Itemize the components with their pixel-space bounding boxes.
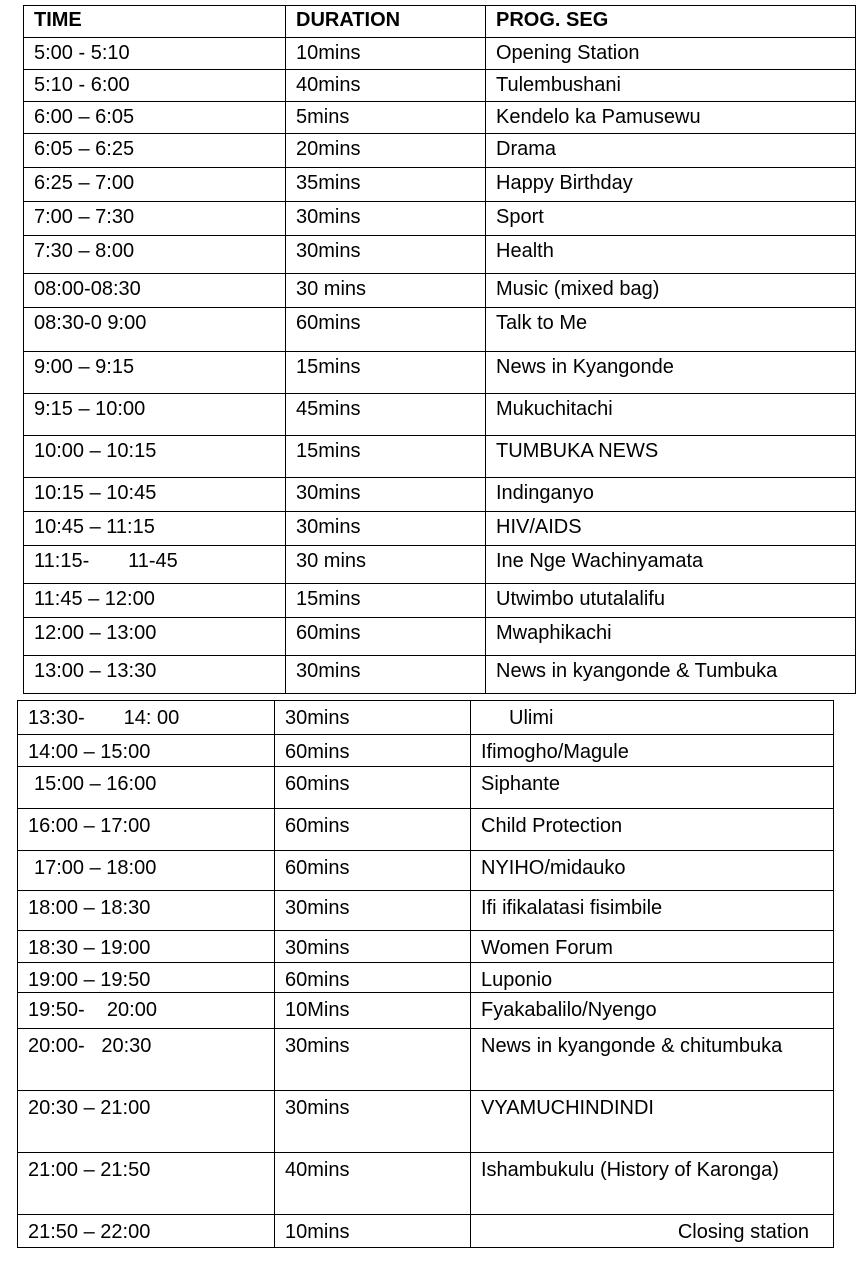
segment-cell: Luponio	[471, 963, 834, 993]
table-row	[24, 618, 856, 656]
table-row	[18, 891, 834, 931]
duration-cell: 60mins	[275, 767, 471, 809]
duration-cell: 30mins	[286, 512, 486, 546]
duration-cell: 30mins	[275, 701, 471, 735]
time-cell: 20:30 – 21:00	[18, 1091, 275, 1153]
segment-cell: Ifimogho/Magule	[471, 735, 834, 767]
table-row	[24, 102, 856, 134]
duration-cell: 5mins	[286, 102, 486, 134]
table-row	[18, 931, 834, 963]
time-cell: 11:15- 11-45	[24, 546, 286, 584]
duration-cell: 35mins	[286, 168, 486, 202]
table-row	[24, 656, 856, 694]
segment-cell: Closing station	[471, 1215, 834, 1248]
time-cell: 16:00 – 17:00	[18, 809, 275, 851]
time-cell: 6:00 – 6:05	[24, 102, 286, 134]
duration-cell: 60mins	[275, 963, 471, 993]
time-cell: 6:25 – 7:00	[24, 168, 286, 202]
table-row	[24, 394, 856, 436]
segment-cell: Women Forum	[471, 931, 834, 963]
time-cell: 10:45 – 11:15	[24, 512, 286, 546]
segment-cell: Drama	[486, 134, 856, 168]
duration-cell: 30mins	[275, 931, 471, 963]
time-cell: 08:30-0 9:00	[24, 308, 286, 352]
duration-cell: 30mins	[275, 1091, 471, 1153]
time-cell: 19:00 – 19:50	[18, 963, 275, 993]
duration-cell: 30mins	[286, 656, 486, 694]
segment-cell: News in kyangonde & chitumbuka	[471, 1029, 834, 1091]
segment-cell: TUMBUKA NEWS	[486, 436, 856, 478]
duration-cell: 60mins	[286, 308, 486, 352]
table-row	[18, 701, 834, 735]
table-row	[24, 436, 856, 478]
table-row	[18, 851, 834, 891]
time-cell: 21:00 – 21:50	[18, 1153, 275, 1215]
duration-cell: 60mins	[275, 809, 471, 851]
segment-cell: Happy Birthday	[486, 168, 856, 202]
table-row	[18, 1153, 834, 1215]
time-cell: 11:45 – 12:00	[24, 584, 286, 618]
duration-cell: 15mins	[286, 584, 486, 618]
time-cell: 5:10 - 6:00	[24, 70, 286, 102]
duration-cell: 30 mins	[286, 274, 486, 308]
segment-cell: News in kyangonde & Tumbuka	[486, 656, 856, 694]
schedule-table-top	[23, 5, 856, 694]
time-cell: 18:30 – 19:00	[18, 931, 275, 963]
segment-cell: Music (mixed bag)	[486, 274, 856, 308]
time-cell: 14:00 – 15:00	[18, 735, 275, 767]
table-row	[24, 70, 856, 102]
time-cell: 15:00 – 16:00	[18, 767, 275, 809]
table-row	[18, 1215, 834, 1248]
duration-cell: 30mins	[286, 236, 486, 274]
table-row	[24, 478, 856, 512]
time-cell: 13:30- 14: 00	[18, 701, 275, 735]
table-row	[18, 767, 834, 809]
table-row	[24, 512, 856, 546]
segment-cell: Tulembushani	[486, 70, 856, 102]
table-row	[18, 993, 834, 1029]
table-row	[24, 134, 856, 168]
duration-cell: 30mins	[275, 891, 471, 931]
segment-cell: Sport	[486, 202, 856, 236]
segment-cell: Opening Station	[486, 38, 856, 70]
time-cell: 08:00-08:30	[24, 274, 286, 308]
segment-cell: Mukuchitachi	[486, 394, 856, 436]
time-cell: 13:00 – 13:30	[24, 656, 286, 694]
time-cell: 12:00 – 13:00	[24, 618, 286, 656]
segment-cell: Talk to Me	[486, 308, 856, 352]
table-row	[24, 274, 856, 308]
time-cell: 5:00 - 5:10	[24, 38, 286, 70]
segment-cell: Mwaphikachi	[486, 618, 856, 656]
duration-cell: 45mins	[286, 394, 486, 436]
time-cell: 9:15 – 10:00	[24, 394, 286, 436]
segment-cell: Siphante	[471, 767, 834, 809]
duration-cell: 30mins	[275, 1029, 471, 1091]
duration-cell: 60mins	[286, 618, 486, 656]
duration-cell: 30 mins	[286, 546, 486, 584]
duration-cell: 20mins	[286, 134, 486, 168]
header-time: TIME	[24, 6, 286, 38]
segment-cell: Kendelo ka Pamusewu	[486, 102, 856, 134]
duration-cell: 40mins	[275, 1153, 471, 1215]
table-row	[18, 963, 834, 993]
segment-cell: VYAMUCHINDINDI	[471, 1091, 834, 1153]
time-cell: 6:05 – 6:25	[24, 134, 286, 168]
segment-cell: Ishambukulu (History of Karonga)	[471, 1153, 834, 1215]
time-cell: 17:00 – 18:00	[18, 851, 275, 891]
table-row	[18, 735, 834, 767]
segment-cell: Fyakabalilo/Nyengo	[471, 993, 834, 1029]
time-cell: 19:50- 20:00	[18, 993, 275, 1029]
duration-cell: 10Mins	[275, 993, 471, 1029]
time-cell: 18:00 – 18:30	[18, 891, 275, 931]
table-row	[24, 168, 856, 202]
segment-cell: Health	[486, 236, 856, 274]
table-row	[24, 584, 856, 618]
header-duration: DURATION	[286, 6, 486, 38]
segment-cell: NYIHO/midauko	[471, 851, 834, 891]
time-cell: 20:00- 20:30	[18, 1029, 275, 1091]
segment-cell: Ifi ifikalatasi fisimbile	[471, 891, 834, 931]
table-row	[24, 236, 856, 274]
header-segment: PROG. SEG	[486, 6, 856, 38]
duration-cell: 15mins	[286, 436, 486, 478]
time-cell: 7:00 – 7:30	[24, 202, 286, 236]
duration-cell: 30mins	[286, 202, 486, 236]
duration-cell: 30mins	[286, 478, 486, 512]
time-cell: 10:15 – 10:45	[24, 478, 286, 512]
time-cell: 7:30 – 8:00	[24, 236, 286, 274]
duration-cell: 10mins	[275, 1215, 471, 1248]
time-cell: 21:50 – 22:00	[18, 1215, 275, 1248]
time-cell: 10:00 – 10:15	[24, 436, 286, 478]
segment-cell: Child Protection	[471, 809, 834, 851]
duration-cell: 60mins	[275, 735, 471, 767]
duration-cell: 40mins	[286, 70, 486, 102]
segment-cell: HIV/AIDS	[486, 512, 856, 546]
segment-cell: Utwimbo ututalalifu	[486, 584, 856, 618]
header-row	[24, 6, 856, 38]
table-row	[18, 809, 834, 851]
schedule-table-bottom	[17, 700, 834, 1248]
segment-cell: Ulimi	[471, 701, 834, 735]
time-cell: 9:00 – 9:15	[24, 352, 286, 394]
table-row	[24, 352, 856, 394]
table-row	[24, 546, 856, 584]
duration-cell: 15mins	[286, 352, 486, 394]
duration-cell: 60mins	[275, 851, 471, 891]
segment-cell: News in Kyangonde	[486, 352, 856, 394]
segment-cell: Ine Nge Wachinyamata	[486, 546, 856, 584]
table-row	[18, 1091, 834, 1153]
table-row	[24, 38, 856, 70]
segment-cell: Indinganyo	[486, 478, 856, 512]
table-row	[24, 308, 856, 352]
duration-cell: 10mins	[286, 38, 486, 70]
table-row	[18, 1029, 834, 1091]
table-row	[24, 202, 856, 236]
